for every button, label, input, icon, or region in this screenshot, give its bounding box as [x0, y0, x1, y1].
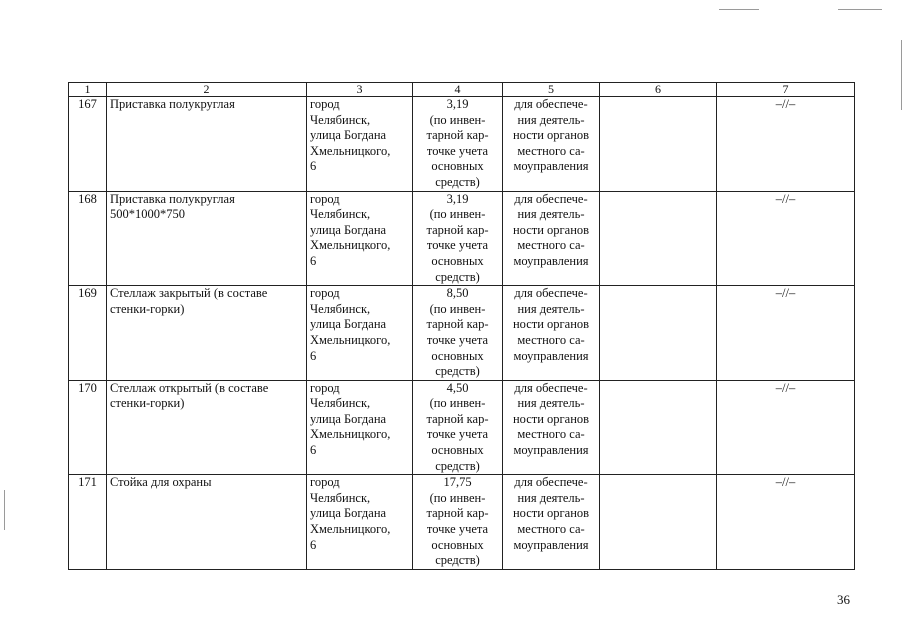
item-address	[307, 475, 413, 570]
item-address-line: Челябинск,	[310, 490, 371, 505]
item-address-line: улица Богдана	[310, 317, 387, 332]
item-value-line: основных	[431, 348, 484, 363]
scan-mark-left-edge	[4, 490, 5, 530]
item-address	[307, 97, 413, 192]
item-value-line: точке учета	[426, 238, 489, 253]
item-purpose-line: ния деятель-	[517, 112, 585, 127]
item-value-line: основных	[431, 253, 484, 268]
item-value-line: 8,50	[446, 286, 469, 301]
item-name: Стеллаж закрытый (в составе стенки-горки)	[107, 286, 307, 381]
item-address	[307, 380, 413, 475]
row-number: 170	[69, 380, 107, 475]
table-row	[69, 191, 855, 286]
item-value-line: точке учета	[426, 427, 489, 442]
item-address-line: город	[310, 380, 340, 395]
item-address-line: 6	[310, 159, 317, 174]
item-address-line: Хмельницкого,	[310, 238, 391, 253]
item-address-line: улица Богдана	[310, 222, 387, 237]
item-address-line: 6	[310, 348, 317, 363]
item-address-line: город	[310, 475, 340, 490]
item-purpose-line: местного са-	[517, 143, 585, 158]
item-address-line: улица Богдана	[310, 506, 387, 521]
item-purpose-line: для обеспече-	[514, 191, 588, 206]
item-value-line: средств)	[435, 553, 480, 568]
item-value-line: точке учета	[426, 332, 489, 347]
item-address-line: Челябинск,	[310, 396, 371, 411]
row-number: 168	[69, 191, 107, 286]
item-name: Приставка полукруглая	[107, 97, 307, 192]
item-purpose-line: ности органов	[512, 222, 590, 237]
item-col6	[600, 97, 717, 192]
item-purpose-line: местного са-	[517, 522, 585, 537]
table-row	[69, 286, 855, 381]
item-address-line: город	[310, 97, 340, 111]
item-value-line: тарной кар-	[426, 317, 489, 332]
item-col6	[600, 475, 717, 570]
item-purpose	[503, 286, 600, 381]
item-address-line: Челябинск,	[310, 301, 371, 316]
item-col6	[600, 380, 717, 475]
item-purpose-line: моуправления	[513, 253, 589, 268]
item-value-line: (по инвен-	[429, 490, 486, 505]
column-header: 7	[717, 83, 855, 97]
table-row	[69, 97, 855, 192]
item-col7: –//–	[717, 286, 855, 381]
item-value-line: (по инвен-	[429, 396, 486, 411]
item-value-line: тарной кар-	[426, 222, 489, 237]
item-purpose	[503, 475, 600, 570]
row-number: 171	[69, 475, 107, 570]
row-number: 169	[69, 286, 107, 381]
item-value-line: (по инвен-	[429, 301, 486, 316]
item-value	[413, 97, 503, 192]
column-number-row	[69, 83, 855, 97]
item-purpose-line: моуправления	[513, 348, 589, 363]
column-header: 4	[413, 83, 503, 97]
item-value-line: основных	[431, 443, 484, 458]
item-address-line: Хмельницкого,	[310, 522, 391, 537]
item-address-line: Челябинск,	[310, 207, 371, 222]
item-value-line: средств)	[435, 458, 480, 473]
page-number: 36	[837, 592, 850, 607]
scan-mark-top-right	[838, 9, 882, 10]
item-value-line: 17,75	[443, 475, 472, 490]
item-col7: –//–	[717, 97, 855, 192]
item-purpose-line: ности органов	[512, 317, 590, 332]
scan-mark-top-left	[719, 9, 759, 10]
item-value	[413, 286, 503, 381]
item-address-line: Хмельницкого,	[310, 427, 391, 442]
item-address-line: город	[310, 191, 340, 206]
item-purpose-line: местного са-	[517, 238, 585, 253]
item-value	[413, 475, 503, 570]
item-col7: –//–	[717, 191, 855, 286]
table-row	[69, 475, 855, 570]
item-value-line: точке учета	[426, 143, 489, 158]
item-col6	[600, 286, 717, 381]
column-header: 2	[107, 83, 307, 97]
item-purpose-line: для обеспече-	[514, 286, 588, 301]
item-purpose-line: ния деятель-	[517, 396, 585, 411]
item-purpose-line: моуправления	[513, 159, 589, 174]
item-value-line: основных	[431, 537, 484, 552]
item-purpose-line: ния деятель-	[517, 207, 585, 222]
item-value-line: точке учета	[426, 522, 489, 537]
item-col7: –//–	[717, 380, 855, 475]
item-purpose-line: для обеспече-	[514, 97, 588, 111]
item-value-line: тарной кар-	[426, 506, 489, 521]
item-address-line: улица Богдана	[310, 128, 387, 143]
item-address-line: Челябинск,	[310, 112, 371, 127]
item-address-line: 6	[310, 443, 317, 458]
item-address-line: улица Богдана	[310, 411, 387, 426]
item-name: Стеллаж открытый (в составе стенки-горки)	[107, 380, 307, 475]
item-value-line: средств)	[435, 364, 480, 379]
item-purpose-line: ности органов	[512, 128, 590, 143]
item-address-line: 6	[310, 253, 317, 268]
item-purpose-line: ности органов	[512, 411, 590, 426]
column-header: 5	[503, 83, 600, 97]
item-value	[413, 191, 503, 286]
item-purpose-line: для обеспече-	[514, 475, 588, 490]
column-header: 6	[600, 83, 717, 97]
item-col7: –//–	[717, 475, 855, 570]
item-purpose-line: местного са-	[517, 332, 585, 347]
inventory-table	[68, 82, 855, 570]
item-address-line: город	[310, 286, 340, 301]
item-name: Приставка полукруглая 500*1000*750	[107, 191, 307, 286]
item-purpose-line: местного са-	[517, 427, 585, 442]
item-value-line: 3,19	[446, 97, 469, 111]
item-value-line: (по инвен-	[429, 207, 486, 222]
scan-mark-right-edge	[901, 40, 902, 110]
item-purpose-line: моуправления	[513, 443, 589, 458]
item-address-line: Хмельницкого,	[310, 332, 391, 347]
item-value-line: основных	[431, 159, 484, 174]
item-address	[307, 191, 413, 286]
item-purpose-line: ния деятель-	[517, 301, 585, 316]
row-number: 167	[69, 97, 107, 192]
column-header: 3	[307, 83, 413, 97]
item-purpose	[503, 191, 600, 286]
column-header: 1	[69, 83, 107, 97]
item-value-line: средств)	[435, 269, 480, 284]
item-value-line: 3,19	[446, 191, 469, 206]
item-name: Стойка для охраны	[107, 475, 307, 570]
item-purpose-line: ния деятель-	[517, 490, 585, 505]
table-row	[69, 380, 855, 475]
item-purpose-line: для обеспече-	[514, 380, 588, 395]
item-value-line: тарной кар-	[426, 128, 489, 143]
item-value-line: средств)	[435, 174, 480, 189]
item-purpose	[503, 380, 600, 475]
item-address-line: 6	[310, 537, 317, 552]
item-address	[307, 286, 413, 381]
item-value-line: 4,50	[446, 380, 469, 395]
item-purpose-line: ности органов	[512, 506, 590, 521]
item-purpose-line: моуправления	[513, 537, 589, 552]
item-purpose	[503, 97, 600, 192]
item-value-line: тарной кар-	[426, 411, 489, 426]
item-value	[413, 380, 503, 475]
item-value-line: (по инвен-	[429, 112, 486, 127]
item-address-line: Хмельницкого,	[310, 143, 391, 158]
item-col6	[600, 191, 717, 286]
